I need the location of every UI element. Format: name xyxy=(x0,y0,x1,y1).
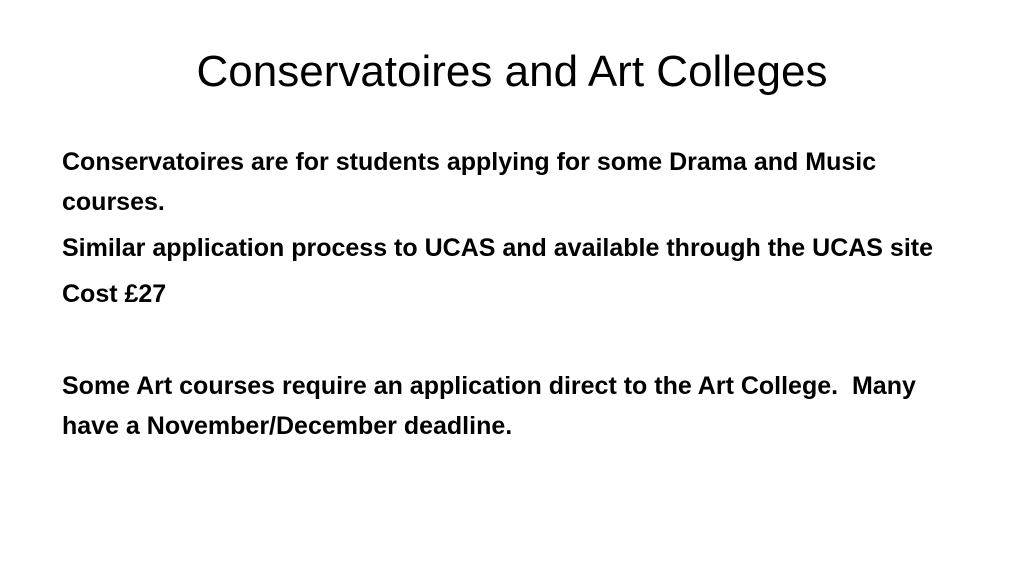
paragraph-application-process: Similar application process to UCAS and available through the UCAS site xyxy=(62,234,934,262)
paragraph-art-colleges: Some Art courses require an application direct to the Art College. Many have a November/December deadline. xyxy=(62,372,923,440)
paragraph-conservatoires: Conservatoires are for students applying for some Drama and Music courses. xyxy=(62,148,877,216)
slide-title: Conservatoires and Art Colleges xyxy=(196,47,828,96)
slide-body xyxy=(62,142,962,452)
paragraph-cost: Cost £27 xyxy=(62,280,167,308)
